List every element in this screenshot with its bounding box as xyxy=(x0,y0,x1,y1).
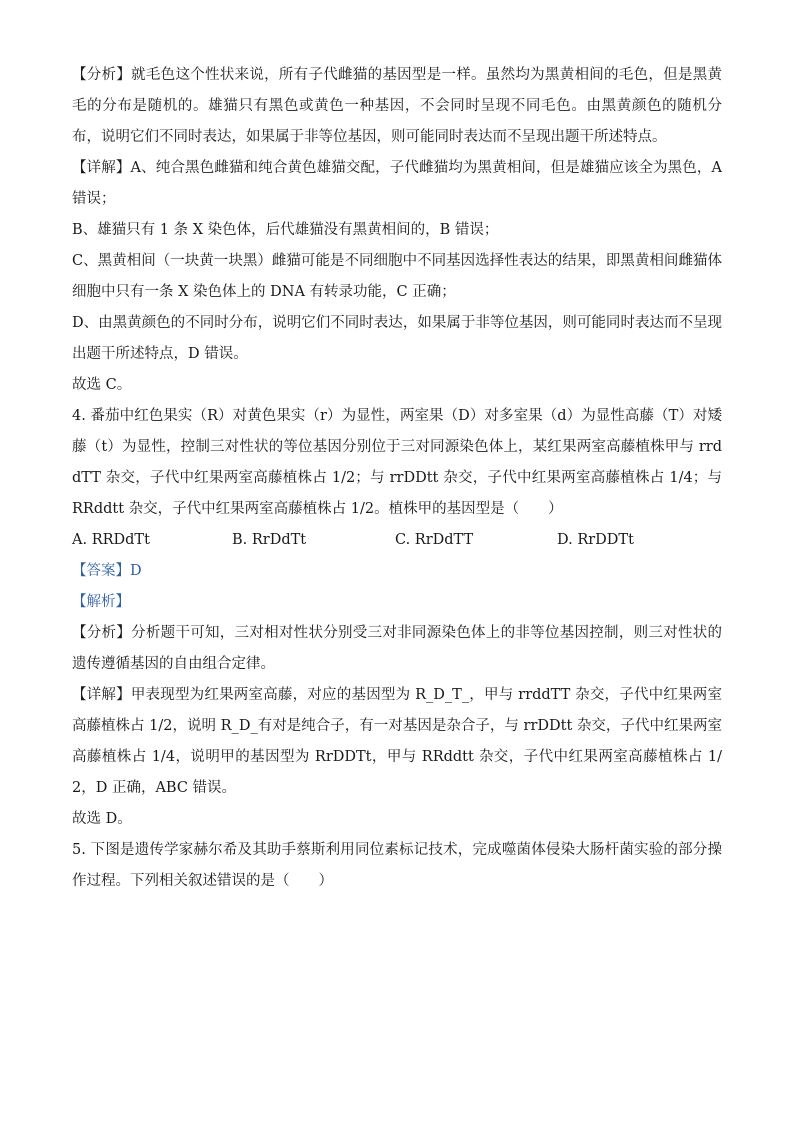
q3-analysis: 【分析】就毛色这个性状来说，所有子代雌猫的基因型是一样。虽然均为黑黄相间的毛色，但是黑黄毛的分布是随机的。雄猫只有黑色或黄色一种基因，不会同时呈现不同毛色。由黑黄颜色的随机分布，说明它们不同时表达，如果属于非等位基因，则可能同时表达而不呈现出题干所述特点。 xyxy=(72,67,722,145)
q4-option-b: B. RrDdTt xyxy=(232,532,307,548)
q4-jiexi-heading: 【解析】 xyxy=(72,594,130,610)
q4-analysis: 【分析】分析题干可知，三对相对性状分别受三对非同源染色体上的非等位基因控制，则三对性状的遗传遵循基因的自由组合定律。 xyxy=(72,625,722,672)
q4-answer: 【答案】D xyxy=(72,563,142,579)
q3-choice: 故选 C。 xyxy=(72,377,132,393)
q4-stem: 4. 番茄中红色果实（R）对黄色果实（r）为显性，两室果（D）对多室果（d）为显性高藤（T）对矮藤（t）为显性，控制三对性状的等位基因分别位于三对同源染色体上，某红果两室高藤植株甲与 rrddTT 杂交，子代中红果两室高藤植株占 1/2；与 rrDDtt 杂交，子代中红果两室高藤植株占 1/4；与 RRddtt 杂交，子代中红果两室高藤植株占 1/2。植株甲的基因型是（ ） xyxy=(72,408,722,517)
q4-option-c: C. RrDdTT xyxy=(395,532,474,548)
q4-choice: 故选 D。 xyxy=(72,811,132,827)
q5-stem: 5. 下图是遗传学家赫尔希及其助手蔡斯利用同位素标记技术，完成噬菌体侵染大肠杆菌实验的部分操作过程。下列相关叙述错误的是（ ） xyxy=(72,842,722,889)
document-page xyxy=(72,60,722,897)
q4-option-a: A. RRDdTt xyxy=(72,532,150,548)
q4-options xyxy=(72,525,722,556)
q4-option-d: D. RrDDTt xyxy=(557,532,634,548)
q3-detail-c: C、黑黄相间（一块黄一块黑）雌猫可能是不同细胞中不同基因选择性表达的结果，即黑黄相间雌猫体细胞中只有一条 X 染色体上的 DNA 有转录功能，C 正确； xyxy=(72,253,722,300)
q4-detail: 【详解】甲表现型为红果两室高藤，对应的基因型为 R_D_T_，甲与 rrddTT 杂交，子代中红果两室高藤植株占 1/2，说明 R_D_有对是纯合子，有一对基因是杂合子，与 rrDDtt 杂交，子代中红果两室高藤植株占 1/4，说明甲的基因型为 RrDDTt，甲与 RRddtt 杂交，子代中红果两室高藤植株占 1/2，D 正确，ABC 错误。 xyxy=(72,687,722,796)
q3-detail-d: D、由黑黄颜色的不同时分布，说明它们不同时表达，如果属于非等位基因，则可能同时表达而不呈现出题干所述特点，D 错误。 xyxy=(72,315,722,362)
q3-detail-a: 【详解】A、纯合黑色雌猫和纯合黄色雄猫交配，子代雌猫均为黑黄相间，但是雄猫应该全为黑色，A 错误； xyxy=(72,160,722,207)
q3-detail-b: B、雄猫只有 1 条 X 染色体，后代雄猫没有黑黄相间的，B 错误； xyxy=(72,222,499,238)
